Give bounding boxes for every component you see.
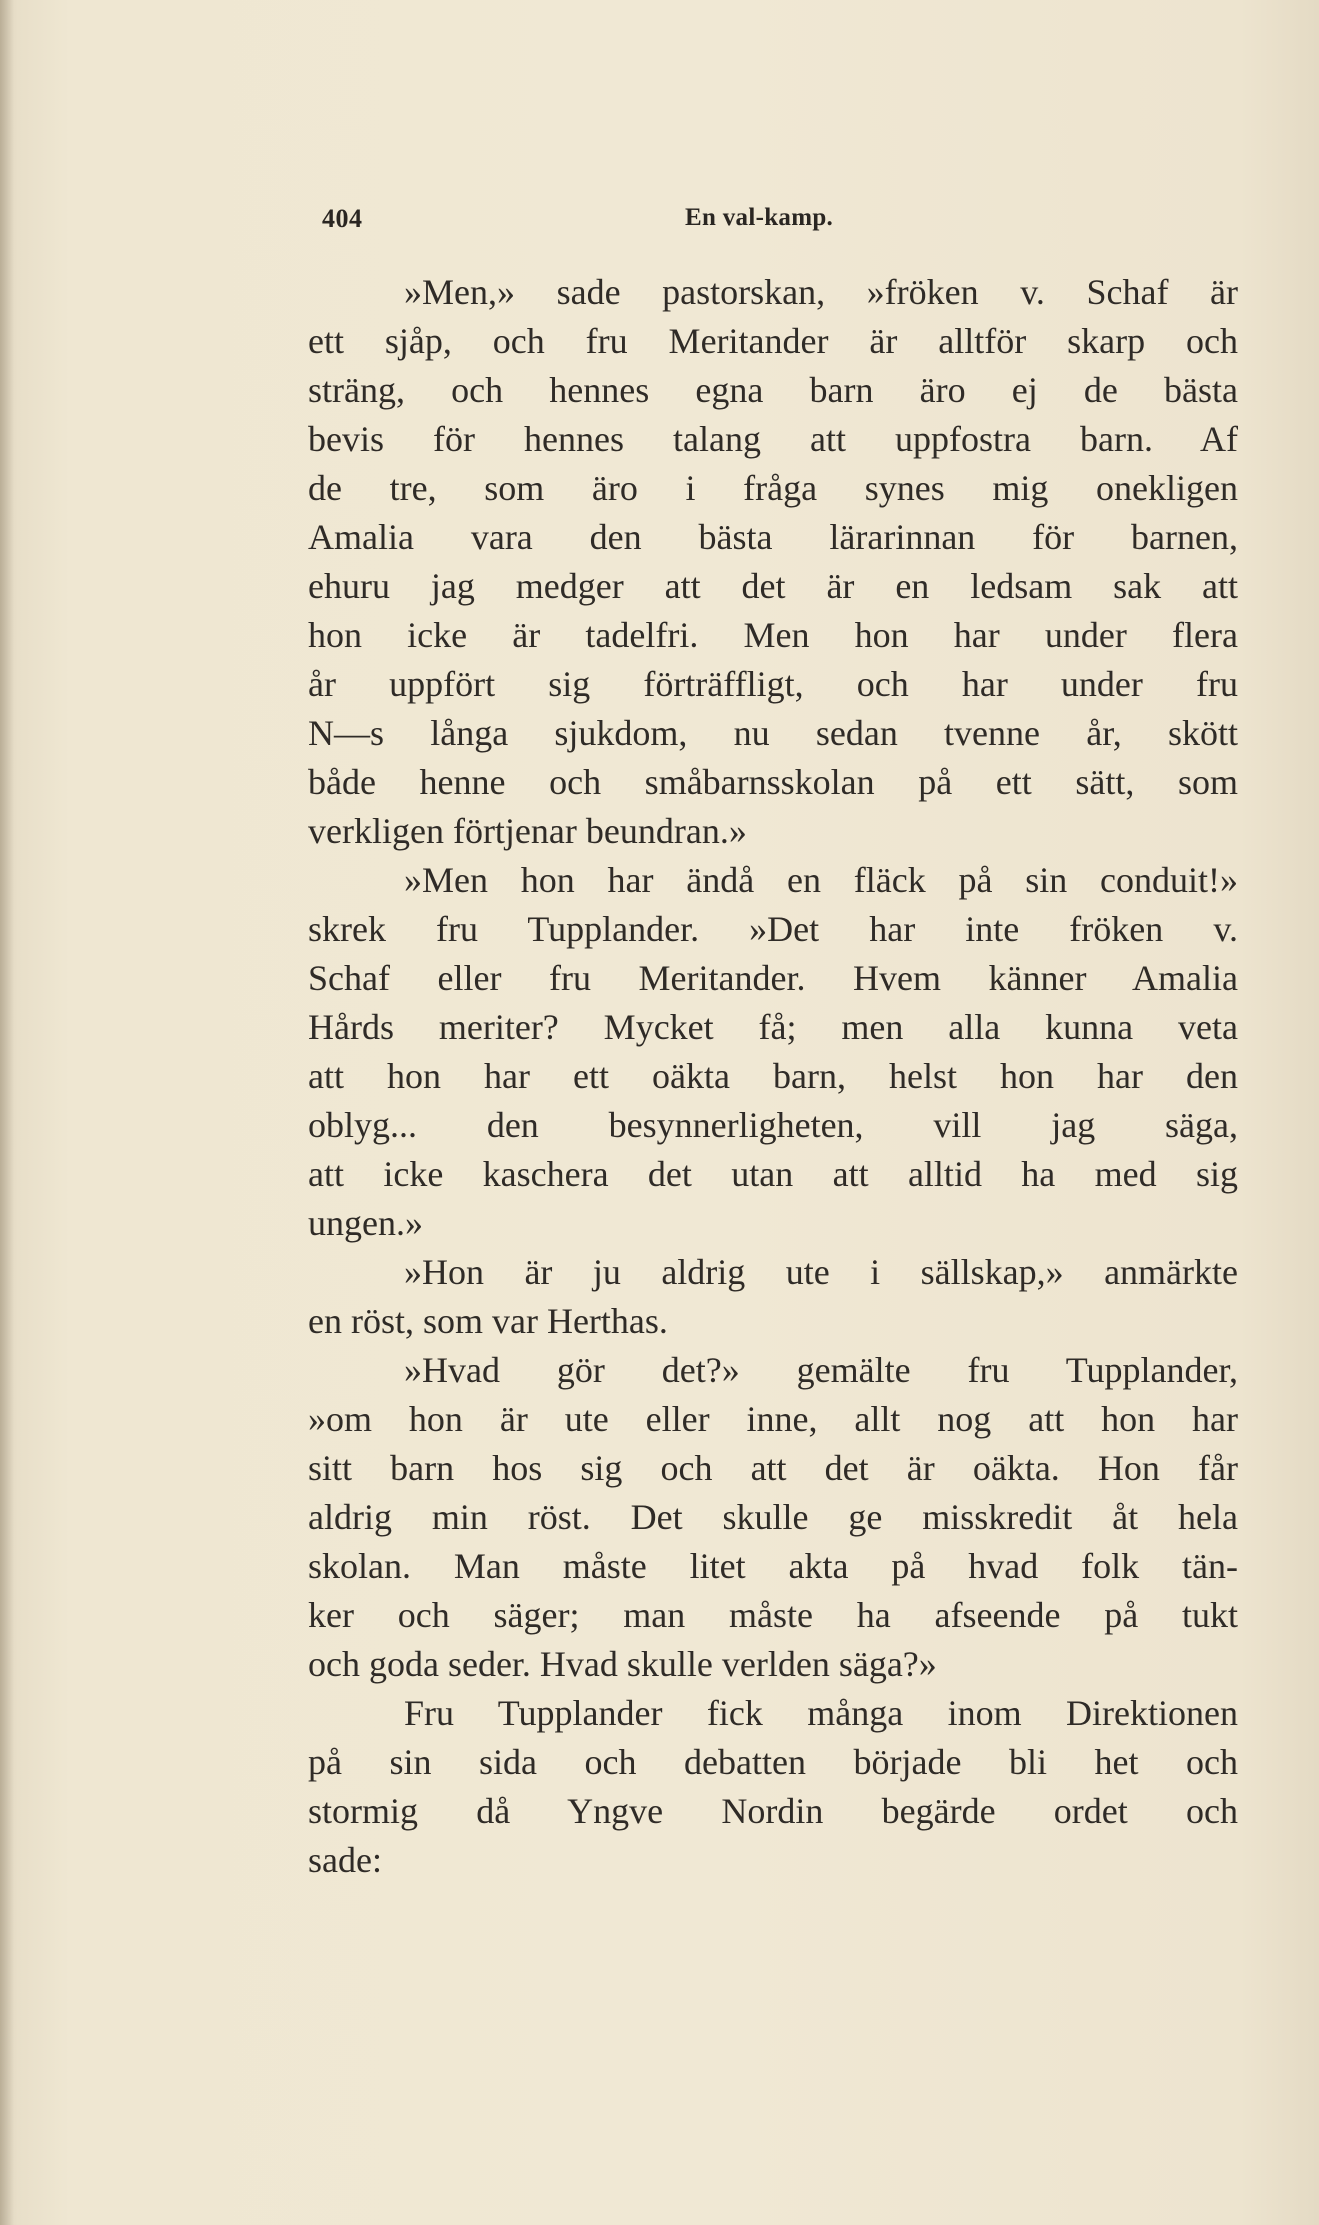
text-line: Hårds meriter? Mycket få; men alla kunna veta — [308, 1007, 1238, 1047]
text-line: en röst, som var Herthas. — [308, 1301, 668, 1341]
text-line: de tre, som äro i fråga synes mig onekligen — [308, 468, 1238, 508]
text-line: skrek fru Tupplander. »Det har inte fröken v. — [308, 909, 1238, 949]
text-line: ker och säger; man måste ha afseende på tukt — [308, 1595, 1238, 1635]
text-line: att icke kaschera det utan att alltid ha med sig — [308, 1154, 1238, 1194]
text-line: att hon har ett oäkta barn, helst hon har den — [308, 1056, 1238, 1096]
text-line: Amalia vara den bästa lärarinnan för barnen, — [308, 517, 1238, 557]
text-line: ett sjåp, och fru Meritander är alltför skarp och — [308, 321, 1238, 361]
body-text — [308, 268, 1238, 1885]
text-line: sade: — [308, 1840, 382, 1880]
text-line: sitt barn hos sig och att det är oäkta. Hon får — [308, 1448, 1238, 1488]
text-line: »Men,» sade pastorskan, »fröken v. Schaf är — [404, 272, 1238, 312]
text-line: N—s långa sjukdom, nu sedan tvenne år, skött — [308, 713, 1238, 753]
text-line: bevis för hennes talang att uppfostra barn. Af — [308, 419, 1238, 459]
text-line: skolan. Man måste litet akta på hvad folk tän- — [308, 1546, 1238, 1586]
text-line: Schaf eller fru Meritander. Hvem känner Amalia — [308, 958, 1238, 998]
text-line: oblyg... den besynnerligheten, vill jag säga, — [308, 1105, 1238, 1145]
text-line: »Men hon har ändå en fläck på sin conduit!» — [404, 860, 1238, 900]
running-head: En val-kamp. — [685, 204, 834, 231]
text-line: ungen.» — [308, 1203, 423, 1243]
text-line: verkligen förtjenar beundran.» — [308, 811, 747, 851]
text-line: både henne och småbarnsskolan på ett sätt, som — [308, 762, 1238, 802]
text-line: hon icke är tadelfri. Men hon har under flera — [308, 615, 1238, 655]
page-gutter-shadow — [0, 0, 14, 2225]
text-line: Fru Tupplander fick många inom Direktionen — [404, 1693, 1238, 1733]
text-line: ehuru jag medger att det är en ledsam sak att — [308, 566, 1238, 606]
page-number: 404 — [322, 204, 363, 233]
text-line: aldrig min röst. Det skulle ge misskredit åt hela — [308, 1497, 1238, 1537]
text-line: stormig då Yngve Nordin begärde ordet och — [308, 1791, 1238, 1831]
text-line: »om hon är ute eller inne, allt nog att hon har — [308, 1399, 1238, 1439]
text-line: sträng, och hennes egna barn äro ej de bästa — [308, 370, 1238, 410]
text-line: på sin sida och debatten började bli het och — [308, 1742, 1238, 1782]
text-line: »Hon är ju aldrig ute i sällskap,» anmärkte — [404, 1252, 1238, 1292]
text-line: år uppfört sig förträffligt, och har under fru — [308, 664, 1238, 704]
text-line: och goda seder. Hvad skulle verlden säga?» — [308, 1644, 937, 1684]
text-line: »Hvad gör det?» gemälte fru Tupplander, — [404, 1350, 1238, 1390]
page-header — [322, 204, 882, 244]
